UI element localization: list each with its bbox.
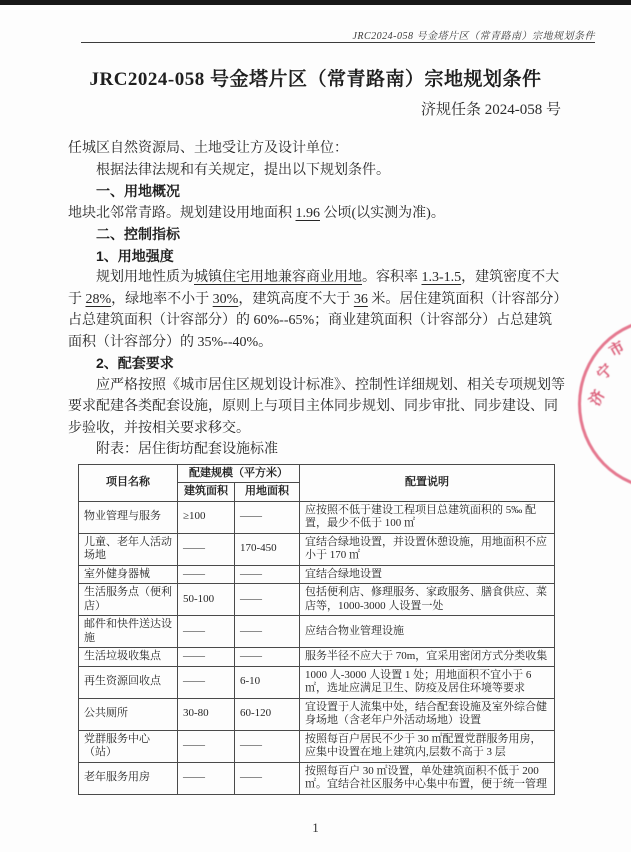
col-header-scale: 配建规模（平方米） bbox=[178, 464, 300, 483]
desc-cell: 宜结合绿地设置，并设置休憩设施，用地面积不应小于 170 ㎡ bbox=[300, 533, 555, 565]
floor-area-cell: —— bbox=[178, 730, 235, 762]
seal-character: 市 bbox=[606, 338, 628, 361]
seal-character: 宁 bbox=[593, 360, 617, 384]
table-row bbox=[79, 666, 555, 698]
table-caption: 附表：居住街坊配套设施标准 bbox=[96, 442, 278, 457]
scan-top-edge bbox=[0, 0, 631, 5]
land-area-cell: —— bbox=[235, 648, 300, 667]
table-row bbox=[79, 648, 555, 667]
project-name-cell: 生活服务点（便利店） bbox=[79, 584, 178, 616]
floor-area-cell: —— bbox=[178, 616, 235, 648]
floor-area-cell: 50-100 bbox=[178, 584, 235, 616]
text-run: ，建筑密度不大于 bbox=[68, 270, 560, 307]
project-name-cell: 党群服务中心（站） bbox=[79, 730, 178, 762]
project-name-cell: 物业管理与服务 bbox=[79, 501, 178, 533]
document-number: 济规任条 2024-058 号 bbox=[421, 102, 561, 118]
document-title: JRC2024-058 号金塔片区（常青路南）宗地规划条件 bbox=[89, 69, 542, 90]
text-run: 地块北邻常青路。规划建设用地面积 bbox=[68, 205, 296, 221]
land-area-cell: —— bbox=[235, 501, 300, 533]
text-run: ，绿地率不小于 bbox=[111, 291, 213, 307]
table-row bbox=[79, 730, 555, 762]
table-row bbox=[79, 565, 555, 584]
col-header-desc: 配置说明 bbox=[300, 464, 555, 501]
table-header-row-1 bbox=[79, 464, 555, 483]
desc-cell: 服务半径不应大于 70m，宜采用密闭方式分类收集 bbox=[300, 648, 555, 667]
intro-paragraph: 根据法律法规和有关规定，提出以下规划条件。 bbox=[96, 162, 390, 178]
project-name-cell: 老年服务用房 bbox=[79, 762, 178, 794]
floor-area-cell: —— bbox=[178, 762, 235, 794]
desc-cell: 按照每百户居民不少于 30 ㎡配置党群服务用房，应集中设置在地上建筑内,层数不高于 3 层 bbox=[300, 730, 555, 762]
land-area-cell: —— bbox=[235, 762, 300, 794]
official-seal bbox=[578, 318, 631, 490]
land-area-cell: 170-450 bbox=[235, 533, 300, 565]
land-area-cell: —— bbox=[235, 565, 300, 584]
running-header: JRC2024-058 号金塔片区（常青路南）宗地规划条件 bbox=[352, 31, 595, 42]
header-rule bbox=[81, 42, 595, 43]
table-row bbox=[79, 533, 555, 565]
floor-area-cell: ≥100 bbox=[178, 501, 235, 533]
facilities-table bbox=[78, 464, 555, 795]
table-row bbox=[79, 698, 555, 730]
project-name-cell: 儿童、老年人活动场地 bbox=[79, 533, 178, 565]
floor-area-cell: —— bbox=[178, 565, 235, 584]
sub2-heading: 2、配套要求 bbox=[96, 355, 174, 371]
support-requirements-paragraph: 应严格按照《城市居住区规划设计标准》、控制性详细规划、相关专项规划等要求配建各类配套设施，原则上与项目主体同步规划、同步审批、同步建设、同步验收，并按相关要求移交。 bbox=[68, 377, 565, 436]
section1-heading: 一、用地概况 bbox=[96, 183, 180, 199]
project-name-cell: 再生资源回收点 bbox=[79, 666, 178, 698]
land-overview-paragraph bbox=[68, 203, 565, 225]
seal-character: 济 bbox=[586, 387, 609, 409]
underlined-value: 1.3-1.5 bbox=[421, 270, 462, 285]
table-row bbox=[79, 584, 555, 616]
project-name-cell: 室外健身器械 bbox=[79, 565, 178, 584]
underlined-value: 36 bbox=[353, 291, 368, 307]
page-number: 1 bbox=[312, 820, 319, 835]
land-area-cell: 6-10 bbox=[235, 666, 300, 698]
desc-cell: 应按照不低于建设工程项目总建筑面积的 5‰ 配置，最少不低于 100 ㎡ bbox=[300, 501, 555, 533]
floor-area-cell: 30-80 bbox=[178, 698, 235, 730]
project-name-cell: 公共厕所 bbox=[79, 698, 178, 730]
underlined-value: 30% bbox=[212, 291, 239, 307]
land-area-cell: —— bbox=[235, 616, 300, 648]
project-name-cell: 邮件和快件送达设施 bbox=[79, 616, 178, 648]
table-row bbox=[79, 762, 555, 794]
text-run: 米。居住建筑面积（计容部分）占总建筑面积（计容部分）的 60%--65%；商业建筑面积（计容部分）占总建筑面积（计容部分）的 35%--40%。 bbox=[68, 291, 561, 350]
land-area-cell: —— bbox=[235, 584, 300, 616]
facilities-table-wrapper bbox=[78, 464, 565, 795]
desc-cell: 按照每百户 30 ㎡设置，单处建筑面积不低于 200 ㎡。宜结合社区服务中心集中布置，便于统一管理 bbox=[300, 762, 555, 794]
sub1-heading: 1、用地强度 bbox=[96, 247, 174, 264]
underlined-value: 城镇住宅用地兼容商业用地 bbox=[194, 270, 362, 285]
text-run: 公顷(以实测为准)。 bbox=[320, 205, 445, 221]
desc-cell: 应结合物业管理设施 bbox=[300, 616, 555, 648]
underlined-value: 28% bbox=[85, 291, 112, 307]
section2-heading: 二、控制指标 bbox=[96, 226, 180, 242]
land-intensity-paragraph bbox=[68, 267, 565, 353]
document-body bbox=[68, 138, 565, 795]
project-name-cell: 生活垃圾收集点 bbox=[79, 648, 178, 667]
floor-area-cell: —— bbox=[178, 533, 235, 565]
table-row bbox=[79, 501, 555, 533]
salutation: 任城区自然资源局、土地受让方及设计单位： bbox=[68, 141, 348, 156]
underlined-value: 1.96 bbox=[295, 205, 320, 221]
desc-cell: 宜结合绿地设置 bbox=[300, 565, 555, 584]
text-run: ，建筑高度不大于 bbox=[238, 291, 354, 307]
col-header-floor-area: 建筑面积 bbox=[178, 483, 235, 502]
floor-area-cell: —— bbox=[178, 666, 235, 698]
text-run: 。容积率 bbox=[362, 270, 422, 285]
floor-area-cell: —— bbox=[178, 648, 235, 667]
desc-cell: 1000 人-3000 人设置 1 处；用地面积不宜小于 6 ㎡，选址应满足卫生、防疫及居住环境等要求 bbox=[300, 666, 555, 698]
col-header-land-area: 用地面积 bbox=[235, 483, 300, 502]
table-row bbox=[79, 616, 555, 648]
desc-cell: 包括便利店、修理服务、家政服务、膳食供应、菜店等，1000-3000 人设置一处 bbox=[300, 584, 555, 616]
land-area-cell: 60-120 bbox=[235, 698, 300, 730]
land-area-cell: —— bbox=[235, 730, 300, 762]
text-run: 规划用地性质为 bbox=[96, 270, 194, 285]
desc-cell: 宜设置于人流集中处，结合配套设施及室外综合健身场地（含老年户外活动场地）设置 bbox=[300, 698, 555, 730]
col-header-project: 项目名称 bbox=[79, 464, 178, 501]
